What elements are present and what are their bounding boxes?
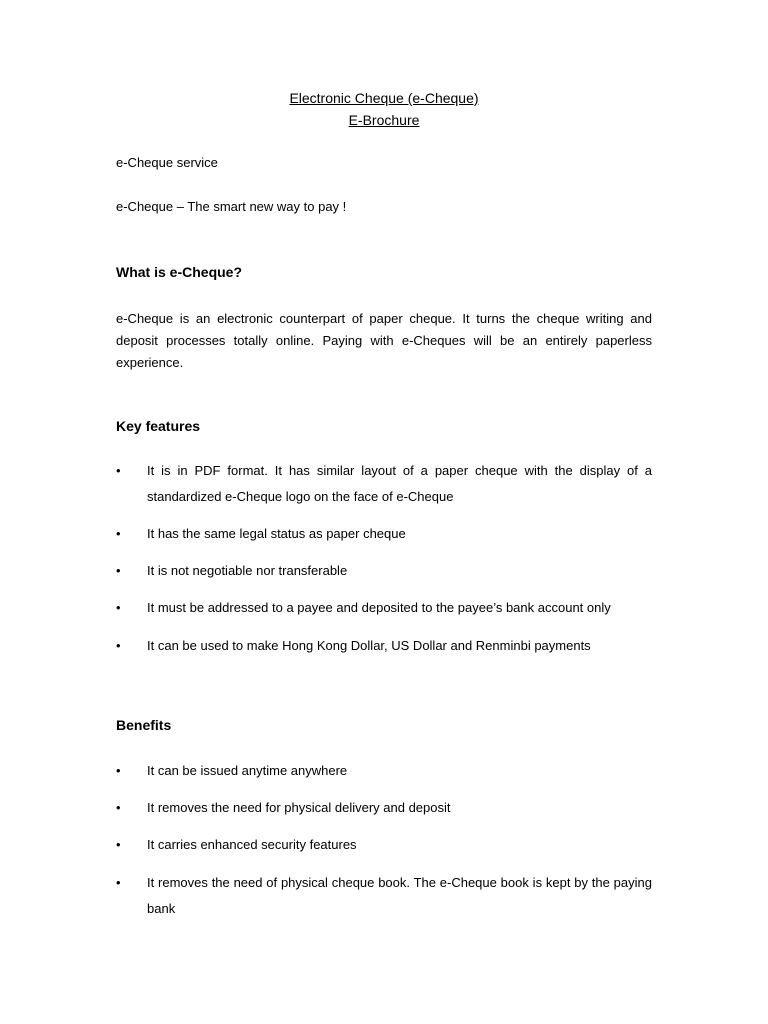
key-feature-item [116,558,652,584]
section-heading-key-features: Key features [116,418,201,434]
bullet-icon: • [116,800,121,815]
what-is-paragraph: e-Cheque is an electronic counterpart of paper cheque. It turns the cheque writing and deposit processes totally online. Paying with e-Cheques will be an entirely paperless experience. [116,311,652,370]
tagline: e-Cheque – The smart new way to pay ! [116,199,347,214]
key-feature-item [116,458,652,510]
key-feature-item [116,521,652,547]
key-feature-item [116,595,652,621]
benefit-text: It carries enhanced security features [147,837,357,852]
document-title: Electronic Cheque (e-Cheque) [289,90,479,106]
key-feature-text: It must be addressed to a payee and deposited to the payee’s bank account only [147,600,611,615]
key-feature-text: It can be used to make Hong Kong Dollar, US Dollar and Renminbi payments [147,638,591,653]
bullet-icon: • [116,638,121,653]
bullet-icon: • [116,526,121,541]
benefit-text: It removes the need of physical cheque book. The e-Cheque book is kept by the paying bank [147,875,652,916]
benefit-item [116,795,652,821]
benefit-text: It can be issued anytime anywhere [147,763,348,778]
key-feature-item [116,633,652,659]
key-feature-text: It is in PDF format. It has similar layout of a paper cheque with the display of a standardized e-Cheque logo on the face of e-Cheque [147,463,652,504]
bullet-icon: • [116,600,121,615]
benefit-item [116,758,652,784]
document-subtitle: E-Brochure [348,112,420,128]
bullet-icon: • [116,837,121,852]
bullet-icon: • [116,875,121,890]
service-line: e-Cheque service [116,155,218,170]
section-heading-what-is: What is e-Cheque? [116,264,243,280]
benefit-item [116,832,652,858]
key-feature-text: It is not negotiable nor transferable [147,563,348,578]
benefit-item [116,870,652,922]
bullet-icon: • [116,463,121,478]
bullet-icon: • [116,763,121,778]
benefit-text: It removes the need for physical delivery and deposit [147,800,451,815]
key-feature-text: It has the same legal status as paper cheque [147,526,406,541]
bullet-icon: • [116,563,121,578]
section-heading-benefits: Benefits [116,717,172,733]
